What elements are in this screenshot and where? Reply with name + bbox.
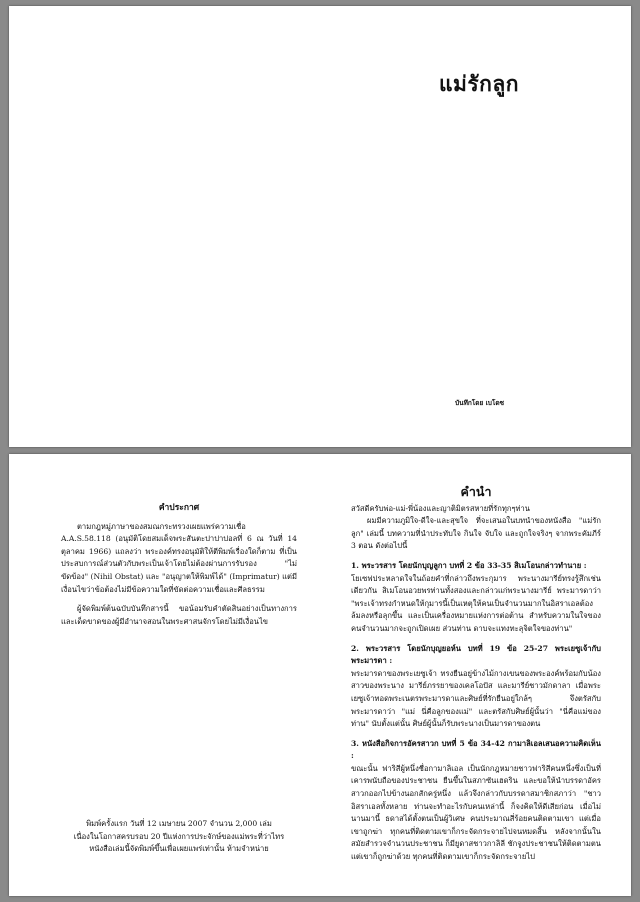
announcement-heading: คำประกาศ [158,503,200,513]
scripture-section [351,738,601,864]
colophon [61,818,297,856]
colophon-line: หนังสือเล่มนี้จัดพิมพ์ขึ้นเพื่อเผยแพร่เท่านั้น ห้ามจำหน่าย [89,844,269,854]
scripture-section [351,643,601,731]
preface-heading: คำนำ [460,484,492,499]
book-title: แม่รักลูก [439,72,519,96]
section-heading: 3. หนังสือกิจการอัครสาวก บทที่ 5 ข้อ 34-42 กามาลิเอลเสนอความคิดเห็น : [351,738,601,761]
section-heading: 1. พระวรสาร โดยนักบุญลูกา บทที่ 2 ข้อ 33-35 สิเมโอนกล่าวทำนาย : [351,560,587,570]
preface-column [351,486,601,864]
colophon-line: พิมพ์ครั้งแรก วันที่ 12 เมษายน 2007 จำนวน 2,000 เล่ม [86,819,272,828]
preface-intro: ผมมีความภูมิใจ-ดีใจ-และสุขใจ ที่จะเสนอในบทนำของหนังสือ "แม่รักลูก" เล่มนี้ บทความที่นำประทับใจ กินใจ จับใจ และถูกใจจริงๆ จากพระคัมภีร์ 3 ตอน ดังต่อไปนี้ [351,516,601,551]
section-body: โยเซฟประหลาดใจในถ้อยคำที่กล่าวถึงพระกุมาร พระนางมารีย์ทรงรู้สึกเช่นเดียวกัน สิเมโอนอวยพรท่านทั้งสองและกล่าวแก่พระนางมารีย์ พระมารดาว่า "พระเจ้าทรงกำหนดให้กุมารนี้เป็นเหตุให้คนเป็นจำนวนมากในอิสราเอลต้องล้มลงหรือลุกขึ้น และเป็นเครื่องหมายแห่งการต่อต้าน สำหรับความในใจของคนจำนวนมากจะถูกเปิดเผย ส่วนท่าน ดาบจะแทงทะลุจิตใจของท่าน" [351,573,601,633]
section-heading: 2. พระวรสาร โดยนักบุญยอห์น บทที่ 19 ข้อ 25-27 พระเยซูเจ้ากับพระมารดา : [351,643,601,666]
content-spread [9,454,631,896]
announcement-column [61,502,297,628]
section-body: พระมารดาของพระเยซูเจ้า ทรงยืนอยู่ข้างไม้กางเขนของพระองค์พร้อมกับน้องสาวของพระนาง มารีย์ภรรยาของเคลโอปัส และมารีย์ชาวมักดาลา เมื่อพระเยซูเจ้าทอดพระเนตรพระมารดาและศิษย์ที่รักยืนอยู่ใกล้ๆ จึงตรัสกับพระมารดาว่า "แม่ นี่คือลูกของแม่" และตรัสกับศิษย์ผู้นั้นว่า "นี่คือแม่ของท่าน" นับตั้งแต่นั้น ศิษย์ผู้นั้นก็รับพระนางเป็นมารดาของตน [351,668,601,729]
announcement-paragraph: ผู้จัดพิมพ์ต้นฉบับบันทึกสารนี้ ขอน้อมรับคำตัดสินอย่างเป็นทางการและเด็ดขาดของผู้มีอำนาจสอนในพระศาสนจักรโดยไม่มีเงื่อนไข [61,604,297,626]
author-credit: บันทึกโดย เบโดซ [455,399,505,407]
announcement-paragraph: ตามกฎหมู่ภาษาของสมณกระทรวงเผยแพร่ความเชื่อ A.A.S.58.118 (อนุมัติโดยสมเด็จพระสันตะปาปาปอลที่ 6 ณ วันที่ 14 ตุลาคม 1966) แถลงว่า พระองค์ทรงอนุมัติให้ตีพิมพ์เรื่องใดก็ตาม ที่เป็นประสบการณ์ส่วนตัวกับพระเป็นเจ้าโดยไม่ต้องผ่านการรับรอง "ไม่ขัดข้อง" (Nihil Obstat) และ "อนุญาตให้พิมพ์ได้" (Imprimatur) แต่มีเงื่อนไขว่าข้อต้องไม่มีข้อความใดที่ขัดต่อความเชื่อและศีลธรรม [61,521,297,594]
scripture-section [351,560,601,636]
colophon-line: เนื่องในโอกาสครบรอบ 20 ปีแห่งการประจักษ์ของแม่พระที่ว่าไทร [73,831,285,841]
title-page [9,6,631,447]
section-body: ขณะนั้น ฟาริสีผู้หนึ่งชื่อกามาลิเอล เป็นนักกฎหมายชาวฟาริสีคนหนึ่งซึ่งเป็นที่เคารพนับถือของประชาชน ยืนขึ้นในสภาซันเฮดริน และขอให้นำบรรดาอัครสาวกออกไปข้างนอกสักครู่หนึ่ง แล้วจึงกล่าวกับบรรดาสมาชิกสภาว่า "ชาวอิสราเอลทั้งหลาย ท่านจะทำอะไรกับคนเหล่านี้ ก็จงคิดให้ดีเสียก่อน เมื่อไม่นานมานี้ ธดาสได้ตั้งตนเป็นผู้วิเศษ คนประมาณสี่ร้อยคนติดตามเขา แต่เมื่อเขาถูกฆ่า ทุกคนที่ติดตามเขาก็กระจัดกระจายไปจนหมดสิ้น หลังจากนั้นในสมัยสำรวจจำนวนประชาชน ก็มียูดาสชาวกาลิลี ชักจูงประชาชนให้ติดตามตนแต่เขาก็ถูกฆ่าด้วย ทุกคนที่ติดตามเขาก็กระจัดกระจายไป [351,763,601,862]
preface-greeting: สวัสดีครับพ่อ-แม่-พี่น้องและญาติมิตรสหายที่รักทุกๆท่าน [351,503,530,513]
